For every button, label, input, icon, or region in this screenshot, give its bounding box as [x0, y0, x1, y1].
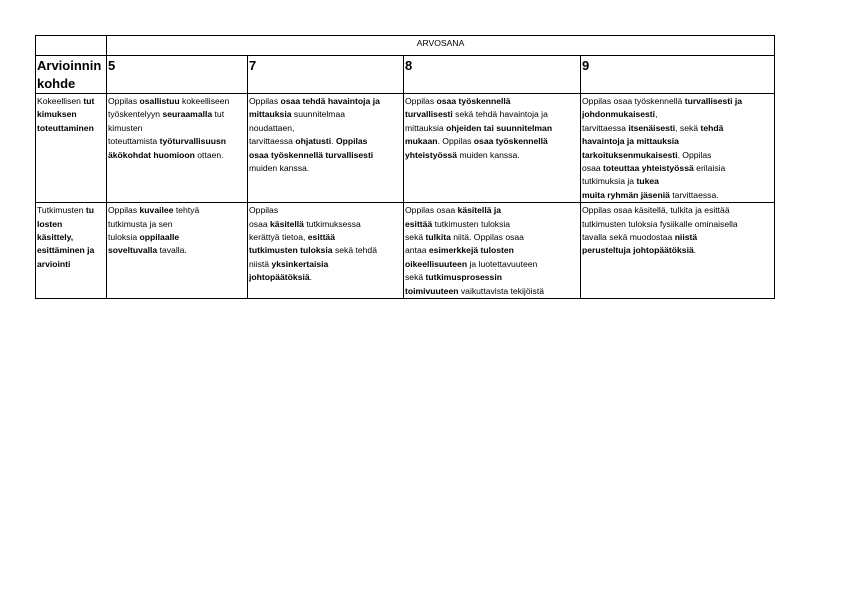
text-line: [249, 204, 402, 217]
text-run: sekä tehdä havaintoja ja: [452, 109, 548, 120]
text-run: tarvittaessa.: [669, 189, 719, 200]
text-run: Oppilas: [405, 96, 437, 106]
text-run: Kokeellisen: [37, 96, 84, 106]
grade-9-description: [581, 203, 775, 299]
text-line: [405, 285, 579, 298]
text-run: , sekä: [675, 122, 701, 133]
text-line: [37, 204, 105, 217]
text-run: Oppilas: [249, 205, 279, 216]
header-row: [36, 56, 775, 94]
bold-text-run: kimuksen: [37, 109, 77, 120]
text-line: [582, 149, 773, 162]
text-line: [37, 231, 105, 244]
text-line: [108, 108, 246, 121]
text-line: [37, 122, 105, 135]
text-run: sekä: [405, 232, 426, 243]
bold-text-run: oikeellisuuteen: [405, 258, 468, 269]
bold-text-run: äkökohdat huomioon: [108, 149, 195, 160]
text-run: sekä tehdä: [332, 245, 377, 256]
text-run: tarvittaessa: [249, 136, 296, 147]
grade-7-description: [248, 203, 404, 299]
text-line: [37, 244, 105, 257]
text-line: [37, 258, 105, 271]
text-line: [108, 95, 246, 108]
bold-text-run: ohjeiden tai suunnitelman: [446, 122, 553, 133]
text-run: tavalla.: [157, 245, 187, 256]
grade-7-description: [248, 94, 404, 203]
text-line: [108, 135, 246, 148]
text-run: Oppilas osaa työskennellä: [582, 96, 685, 106]
criterion-header-line-2: kohde: [37, 76, 76, 91]
text-run: työskentelyyn: [108, 109, 163, 120]
text-run: sekä: [405, 272, 426, 283]
text-run: Oppilas: [108, 205, 140, 216]
bold-text-run: ohjatusti: [295, 136, 332, 147]
bold-text-run: käsitellä: [270, 218, 304, 229]
text-line: [249, 162, 402, 175]
criterion-header-line-1: Arvioinnin: [37, 58, 102, 73]
bold-text-run: osaa työskennellä: [436, 96, 511, 106]
grade-7-header: 7: [248, 56, 404, 94]
text-line: [37, 218, 105, 231]
text-line: [108, 149, 246, 162]
text-line: [108, 218, 246, 231]
bold-text-run: toteuttaminen: [37, 122, 94, 133]
bold-text-run: tulkita: [425, 232, 451, 243]
text-run: tutkimusten tuloksia: [432, 218, 511, 229]
text-run: ,: [655, 109, 658, 120]
bold-text-run: tehdä: [700, 122, 724, 133]
bold-text-run: tutkimusten tuloksia: [249, 245, 333, 256]
text-line: [249, 135, 402, 148]
text-line: [582, 175, 773, 188]
text-run: tuloksia: [108, 232, 140, 243]
text-run: antaa: [405, 245, 429, 256]
text-run: vaikuttavista tekijöistä: [458, 285, 544, 296]
grade-9-header: 9: [581, 56, 775, 94]
text-run: mittauksia: [405, 122, 447, 133]
text-run: tutkimuksia ja: [582, 176, 637, 187]
text-run: ottaen.: [194, 149, 224, 160]
bold-text-run: turvallisesti ja: [684, 96, 743, 106]
text-line: [582, 95, 773, 108]
grade-5-description: [107, 203, 248, 299]
text-run: noudattaen,: [249, 122, 295, 133]
bold-text-run: tut: [83, 96, 95, 106]
bold-text-run: turvallisesti: [405, 109, 453, 120]
bold-text-run: losten: [37, 218, 63, 229]
text-run: tutkimuksessa: [303, 218, 361, 229]
text-line: [405, 108, 579, 121]
criterion-cell: [36, 203, 107, 299]
bold-text-run: tarkoituksenmukaisesti: [582, 149, 678, 160]
text-run: ja luotettavuuteen: [467, 258, 538, 269]
text-line: [582, 108, 773, 121]
text-run: muiden kanssa.: [249, 163, 310, 174]
text-run: Oppilas osaa käsitellä, tulkita ja esittää: [582, 205, 730, 216]
text-line: [405, 122, 579, 135]
text-line: [405, 271, 579, 284]
text-run: tavalla sekä muodostaa: [582, 232, 675, 243]
text-line: [249, 122, 402, 135]
text-line: [405, 218, 579, 231]
empty-corner-cell: [36, 36, 107, 56]
text-line: [582, 189, 773, 202]
text-run: .: [309, 272, 313, 283]
bold-text-run: havaintoja ja mittauksia: [582, 136, 679, 147]
bold-text-run: perusteltuja johtopäätöksiä: [582, 245, 694, 256]
bold-text-run: Oppilas: [335, 136, 368, 147]
grade-8-description: [404, 203, 581, 299]
bold-text-run: osaa työskennellä: [473, 136, 548, 147]
bold-text-run: työturvallisuusn: [159, 136, 226, 147]
bold-text-run: johtopäätöksiä: [249, 272, 310, 283]
bold-text-run: oppilaalle: [139, 232, 180, 243]
text-line: [582, 135, 773, 148]
bold-text-run: yhteistyössä: [405, 149, 458, 160]
bold-text-run: itsenäisesti: [628, 122, 676, 133]
text-line: [405, 149, 579, 162]
bold-text-run: esittää: [307, 232, 335, 243]
bold-text-run: toteuttaa yhteistyössä: [603, 163, 694, 174]
bold-text-run: toimivuuteen: [405, 285, 459, 296]
text-line: [37, 95, 105, 108]
grade-8-header: 8: [404, 56, 581, 94]
text-run: .: [331, 136, 336, 147]
bold-text-run: esittäminen ja: [37, 245, 95, 256]
bold-text-run: mukaan: [405, 136, 438, 147]
text-run: osaa: [582, 163, 604, 174]
text-run: kokeelliseen: [179, 96, 230, 106]
text-run: suunnitelmaa: [291, 109, 346, 120]
text-run: tehtyä: [173, 205, 200, 216]
text-line: [249, 95, 402, 108]
text-line: [405, 135, 579, 148]
assessment-rubric-table: [35, 35, 775, 299]
bold-text-run: osaa työskennellä turvallisesti: [249, 149, 374, 160]
bold-text-run: osallistuu: [139, 96, 180, 106]
bold-text-run: tutkimusprosessin: [425, 272, 502, 283]
grade-5-description: [107, 94, 248, 203]
bold-text-run: arviointi: [37, 258, 71, 269]
text-line: [108, 244, 246, 257]
text-run: kimusten: [108, 122, 143, 133]
text-line: [582, 122, 773, 135]
text-run: erilaisia: [693, 163, 726, 174]
criterion-header: [36, 56, 107, 94]
text-run: muiden kanssa.: [457, 149, 520, 160]
bold-text-run: muita ryhmän jäseniä: [582, 189, 670, 200]
bold-text-run: seuraamalla: [162, 109, 213, 120]
text-line: [249, 258, 402, 271]
bold-text-run: kuvailee: [139, 205, 174, 216]
bold-text-run: käsittely,: [37, 232, 74, 243]
text-run: tutkimusten tuloksia fysiikalle ominaisella: [582, 218, 738, 229]
text-run: . Oppilas: [437, 136, 474, 147]
text-line: [405, 258, 579, 271]
grade-5-header: 5: [107, 56, 248, 94]
grade-9-description: [581, 94, 775, 203]
text-line: [582, 218, 773, 231]
text-line: [249, 231, 402, 244]
bold-text-run: esittää: [405, 218, 433, 229]
text-run: Oppilas: [249, 96, 281, 106]
text-line: [249, 271, 402, 284]
text-run: osaa: [249, 218, 271, 229]
bold-text-run: tu: [85, 205, 94, 216]
grade-header: ARVOSANA: [107, 36, 775, 56]
bold-text-run: mittauksia: [249, 109, 292, 120]
text-run: .: [693, 245, 697, 256]
grade-8-description: [404, 94, 581, 203]
text-line: [405, 204, 579, 217]
text-run: niitä. Oppilas osaa: [450, 232, 524, 243]
text-run: Tutkimusten: [37, 205, 86, 216]
bold-text-run: johdonmukaisesti: [582, 109, 656, 120]
text-line: [108, 122, 246, 135]
bold-text-run: niistä: [674, 232, 698, 243]
bold-text-run: käsitellä ja: [457, 205, 502, 216]
text-line: [582, 231, 773, 244]
text-line: [582, 162, 773, 175]
text-line: [249, 244, 402, 257]
table-row: [36, 94, 775, 203]
text-line: [108, 231, 246, 244]
bold-text-run: yksinkertaisia: [271, 258, 329, 269]
bold-text-run: soveltuvalla: [108, 245, 158, 256]
text-run: niistä: [249, 258, 272, 269]
grade-title-row: [36, 36, 775, 56]
text-run: tarvittaessa: [582, 122, 629, 133]
text-run: tutkimusta ja sen: [108, 218, 173, 229]
text-line: [37, 108, 105, 121]
text-run: Oppilas osaa: [405, 205, 458, 216]
text-run: kerättyä tietoa,: [249, 232, 308, 243]
text-line: [108, 204, 246, 217]
criterion-cell: [36, 94, 107, 203]
text-line: [405, 244, 579, 257]
text-run: tut: [212, 109, 225, 120]
text-line: [249, 108, 402, 121]
text-line: [405, 95, 579, 108]
text-line: [249, 149, 402, 162]
table-row: [36, 203, 775, 299]
text-run: toteuttamista: [108, 136, 160, 147]
text-run: . Oppilas: [677, 149, 712, 160]
text-line: [582, 244, 773, 257]
bold-text-run: osaa tehdä havaintoja ja: [280, 96, 380, 106]
text-line: [249, 218, 402, 231]
bold-text-run: esimerkkejä tulosten: [428, 245, 514, 256]
text-run: Oppilas: [108, 96, 140, 106]
text-line: [405, 231, 579, 244]
text-line: [582, 204, 773, 217]
bold-text-run: tukea: [636, 176, 659, 187]
